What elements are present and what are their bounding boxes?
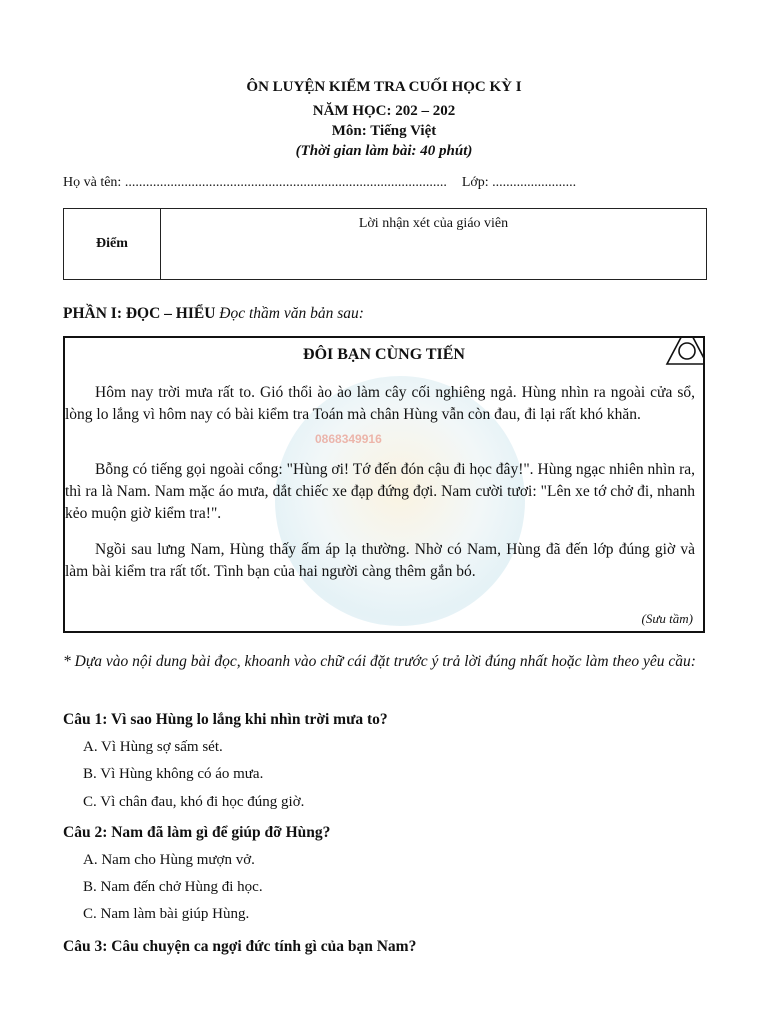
answer-option[interactable]: C. Vì chân đau, khó đi học đúng giờ. <box>83 794 305 810</box>
watermark-phone: 0868349916 <box>315 432 382 446</box>
answer-option[interactable]: A. Nam cho Hùng mượn vở. <box>83 852 255 868</box>
part-title: PHẦN I: ĐỌC – HIỂU <box>63 305 216 322</box>
teacher-comment-cell: Lời nhận xét của giáo viên <box>358 216 509 231</box>
score-table <box>63 208 707 280</box>
worksheet-title: ÔN LUYỆN KIỂM TRA CUỐI HỌC KỲ I <box>246 79 522 95</box>
school-year: NĂM HỌC: 202 – 202 <box>312 103 456 119</box>
student-info-line <box>63 175 576 191</box>
instruction-text: * Dựa vào nội dung bài đọc, khoanh vào chữ cái đặt trước ý trả lời đúng nhất hoặc làm theo yêu cầu: <box>63 653 696 670</box>
question-2: Câu 2: Nam đã làm gì để giúp đỡ Hùng? <box>63 824 331 841</box>
part-subtitle: Đọc thầm văn bản sau: <box>219 305 364 322</box>
story-paragraph-2: Bỗng có tiếng gọi ngoài cổng: "Hùng ơi! Tớ đến đón cậu đi học đây!". Hùng ngạc nhiên nhìn ra, thì ra là Nam. Nam mặc áo mưa, dắt chiếc xe đạp đứng đợi. Nam cười tươi: "Lên xe tớ chở đi, nhanh kẻo muộn giờ kiểm tra!". <box>65 461 695 522</box>
part-heading <box>63 305 364 323</box>
story-source: (Sưu tầm) <box>641 611 693 626</box>
story-paragraph-1: Hôm nay trời mưa rất to. Gió thổi ào ào làm cây cối nghiêng ngả. Hùng nhìn ra ngoài cửa sổ, lòng lo lắng vì hôm nay có bài kiểm tra Toán mà chân Hùng vẫn còn đau, đi lại rất khó khăn. <box>65 384 695 423</box>
score-cell: Điểm <box>64 209 161 279</box>
student-class-field[interactable]: Lớp: ........................ <box>461 175 577 190</box>
question-1: Câu 1: Vì sao Hùng lo lắng khi nhìn trời mưa to? <box>63 711 388 728</box>
answer-option[interactable]: B. Vì Hùng không có áo mưa. <box>83 766 264 782</box>
answer-option[interactable]: C. Nam làm bài giúp Hùng. <box>83 906 250 922</box>
answer-option[interactable]: B. Nam đến chở Hùng đi học. <box>83 879 263 895</box>
reading-passage-box <box>63 336 705 633</box>
answer-option[interactable]: A. Vì Hùng sợ sấm sét. <box>83 739 223 755</box>
story-paragraph-3: Ngồi sau lưng Nam, Hùng thấy ấm áp lạ thường. Nhờ có Nam, Hùng đã đến lớp đúng giờ và làm bài kiểm tra rất tốt. Tình bạn của hai người càng thêm gắn bó. <box>65 541 695 580</box>
student-name-field[interactable]: Họ và tên: ............................................................................................ <box>63 175 447 190</box>
question-3: Câu 3: Câu chuyện ca ngợi đức tính gì của bạn Nam? <box>63 938 417 955</box>
time-limit: (Thời gian làm bài: 40 phút) <box>295 143 473 159</box>
story-title: ĐÔI BẠN CÙNG TIẾN <box>303 346 465 363</box>
subject-label: Môn: Tiếng Việt <box>331 123 437 139</box>
